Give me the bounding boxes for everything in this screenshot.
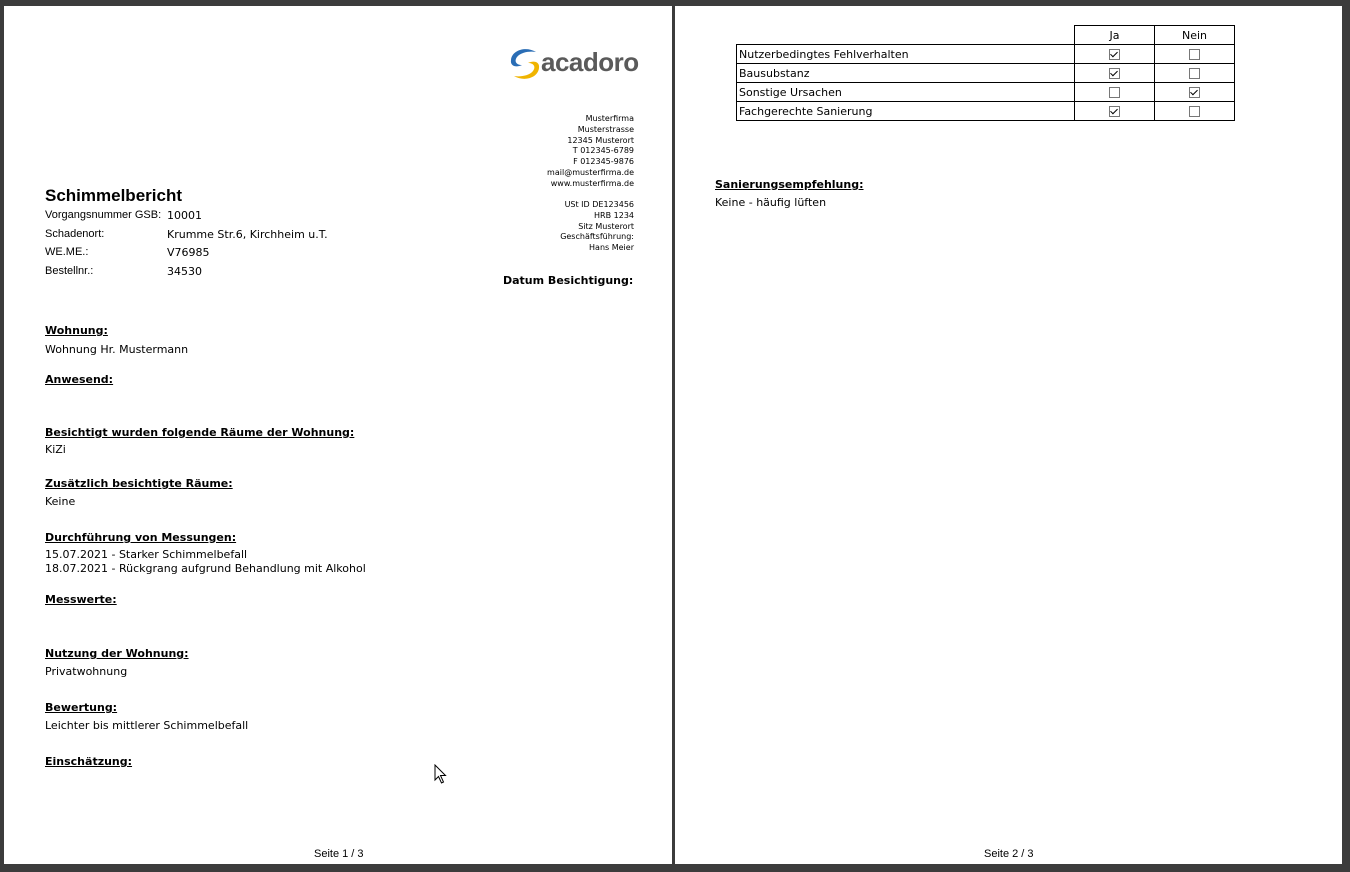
- report-page-1: [4, 6, 672, 864]
- legal-line: Hans Meier: [589, 243, 634, 253]
- section-heading-zusaetzlich: Zusätzlich besichtigte Räume:: [45, 477, 233, 490]
- checkbox-checked-icon[interactable]: [1109, 106, 1120, 117]
- section-text-sanierung: Keine - häufig lüften: [715, 196, 827, 209]
- legal-line: Sitz Musterort: [578, 221, 634, 231]
- legal-line: Geschäftsführung:: [560, 232, 634, 242]
- datum-besichtigung-label: Datum Besichtigung:: [503, 274, 634, 287]
- meta-value: Krumme Str.6, Kirchheim u.T.: [167, 228, 328, 241]
- section-heading-sanierung: Sanierungsempfehlung:: [715, 178, 864, 191]
- meta-label: WE.ME.:: [45, 246, 89, 258]
- legal-line: USt ID DE123456: [564, 200, 634, 209]
- table-header-row: [737, 26, 1235, 45]
- section-heading-nutzung: Nutzung der Wohnung:: [45, 647, 189, 660]
- meta-value: 10001: [167, 209, 202, 222]
- checkbox-checked-icon[interactable]: [1109, 49, 1120, 60]
- address-line: Musterstrasse: [577, 124, 634, 134]
- section-heading-wohnung: Wohnung:: [45, 324, 108, 337]
- acadoro-logo-icon: [508, 46, 542, 82]
- row-label: Nutzerbedingtes Fehlverhalten: [737, 45, 1075, 64]
- table-row: [737, 102, 1235, 121]
- checkbox-unchecked-icon[interactable]: [1189, 49, 1200, 60]
- page-footer: Seite 2 / 3: [984, 848, 1034, 860]
- address-line: Musterfirma: [585, 114, 634, 123]
- section-heading-anwesend: Anwesend:: [45, 373, 114, 386]
- section-heading-bewertung: Bewertung:: [45, 701, 118, 714]
- meta-value: 34530: [167, 265, 202, 278]
- section-text-messung-1: 15.07.2021 - Starker Schimmelbefall: [45, 548, 248, 561]
- address-line: www.musterfirma.de: [550, 178, 634, 188]
- page-footer: Seite 1 / 3: [314, 848, 364, 860]
- table-row: [737, 64, 1235, 83]
- section-heading-raeume: Besichtigt wurden folgende Räume der Wohnung:: [45, 426, 355, 439]
- logo-text: acadoro: [541, 47, 639, 77]
- section-text-nutzung: Privatwohnung: [45, 665, 128, 678]
- checkbox-checked-icon[interactable]: [1189, 87, 1200, 98]
- mouse-pointer-icon: [434, 764, 448, 784]
- section-text-bewertung: Leichter bis mittlerer Schimmelbefall: [45, 719, 249, 732]
- section-text-messung-2: 18.07.2021 - Rückgrang aufgrund Behandlung mit Alkohol: [45, 562, 366, 575]
- company-legal: [560, 200, 634, 254]
- meta-label: Schadenort:: [45, 228, 105, 240]
- column-header-ja: Ja: [1075, 26, 1155, 45]
- legal-line: HRB 1234: [594, 210, 634, 220]
- section-heading-messungen: Durchführung von Messungen:: [45, 531, 237, 544]
- row-label: Bausubstanz: [737, 64, 1075, 83]
- company-address: [547, 114, 634, 190]
- section-text-zusaetzlich: Keine: [45, 495, 76, 508]
- meta-label: Bestellnr.:: [45, 265, 94, 277]
- section-text-raeume: KiZi: [45, 443, 66, 456]
- address-line: mail@musterfirma.de: [547, 167, 634, 177]
- checkbox-unchecked-icon[interactable]: [1189, 106, 1200, 117]
- section-heading-einschaetzung: Einschätzung:: [45, 755, 133, 768]
- checkbox-unchecked-icon[interactable]: [1189, 68, 1200, 79]
- address-line: 12345 Musterort: [567, 135, 634, 145]
- table-row: [737, 83, 1235, 102]
- row-label: Sonstige Ursachen: [737, 83, 1075, 102]
- checkbox-checked-icon[interactable]: [1109, 68, 1120, 79]
- section-heading-messwerte: Messwerte:: [45, 593, 117, 606]
- meta-label: Vorgangsnummer GSB:: [45, 209, 162, 221]
- report-page-2: [675, 6, 1342, 864]
- column-header-nein: Nein: [1155, 26, 1235, 45]
- row-label: Fachgerechte Sanierung: [737, 102, 1075, 121]
- meta-value: V76985: [167, 246, 210, 259]
- address-line: F 012345-9876: [573, 157, 634, 167]
- section-text-wohnung: Wohnung Hr. Mustermann: [45, 343, 189, 356]
- ursachen-table: [736, 25, 1235, 121]
- report-title: Schimmelbericht: [45, 186, 182, 205]
- checkbox-unchecked-icon[interactable]: [1109, 87, 1120, 98]
- address-line: T 012345-6789: [572, 146, 634, 156]
- table-row: [737, 45, 1235, 64]
